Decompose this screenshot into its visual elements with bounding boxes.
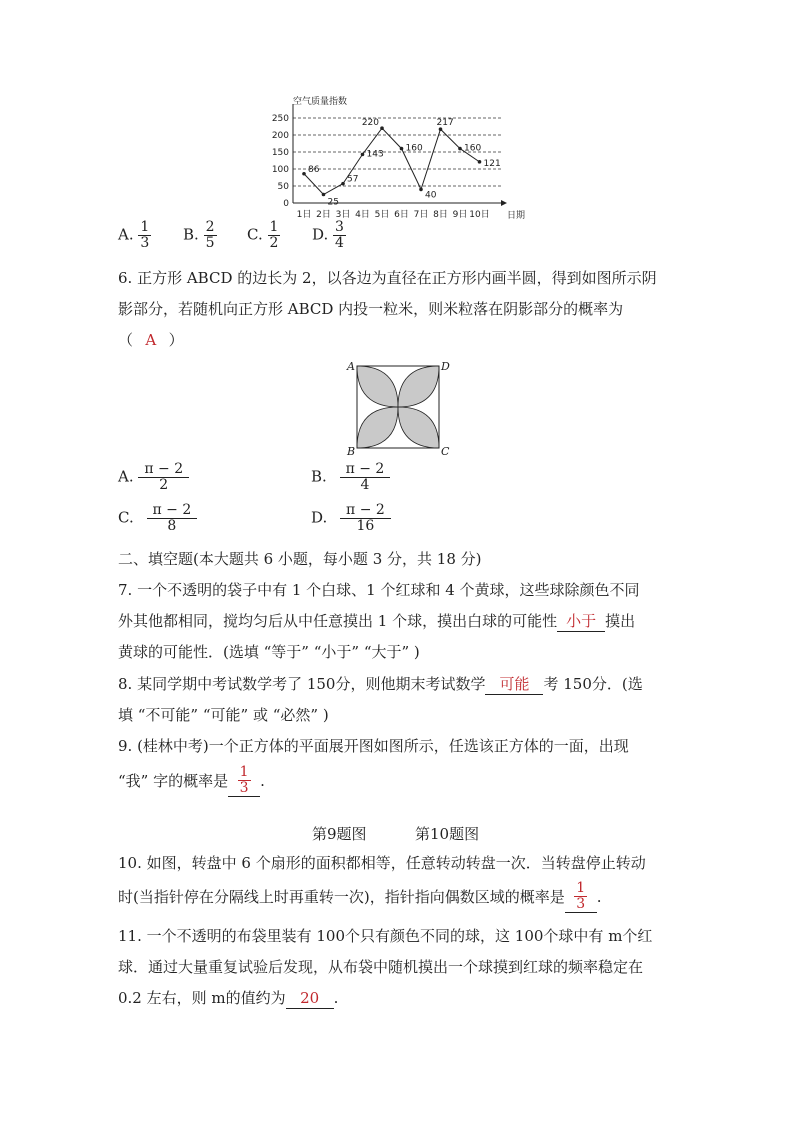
q5-option-b[interactable] xyxy=(183,220,217,251)
denominator: 2 xyxy=(159,477,169,493)
q6-option-fraction xyxy=(147,503,198,534)
q5-option-a[interactable] xyxy=(118,220,151,251)
q11-line3-post: . xyxy=(333,989,339,1007)
q7-line2-pre: 外其他都相同，搅均匀后从中任意摸出 1 个球，摸出白球的可能性 xyxy=(118,612,558,630)
data-label: 220 xyxy=(361,118,379,129)
data-point xyxy=(400,147,404,151)
q11-answer-blank[interactable]: 20 xyxy=(286,988,334,1009)
q11-text-line1: 11. 一个不透明的布袋里装有 100个只有颜色不同的球，这 100个球中有 m个红 xyxy=(118,927,653,945)
data-point xyxy=(458,147,462,151)
data-point xyxy=(361,153,365,157)
data-label: 40 xyxy=(425,190,437,201)
q5-option-fraction xyxy=(268,220,281,251)
x-tick-label: 6日 xyxy=(394,210,409,220)
q10-line2-pre: 时(当指针停在分隔线上时再重转一次)，指针指向偶数区域的概率是 xyxy=(118,888,565,906)
y-tick-label: 0 xyxy=(283,199,289,209)
chart-data-labels xyxy=(308,118,501,207)
series-line xyxy=(304,128,480,194)
vertex-d: D xyxy=(441,360,450,373)
q9-answer-blank[interactable] xyxy=(228,765,260,797)
x-tick-label: 3日 xyxy=(335,210,351,220)
numerator: 1 xyxy=(576,880,586,896)
denominator: 3 xyxy=(576,896,586,912)
petal-bottom-left xyxy=(357,407,398,448)
chart-x-axis-label: 日期 xyxy=(507,211,526,221)
y-tick-label: 50 xyxy=(277,182,289,192)
numerator: π − 2 xyxy=(147,503,198,519)
fig10-caption: 第10题图 xyxy=(415,825,480,843)
q6-option-b[interactable] xyxy=(311,462,390,493)
vertex-c: C xyxy=(441,445,450,458)
numerator: π − 2 xyxy=(340,503,391,519)
q10-answer-blank[interactable] xyxy=(565,881,597,913)
data-label: 160 xyxy=(464,143,482,154)
paren-close: ） xyxy=(168,331,184,349)
x-tick-label: 7日 xyxy=(413,210,429,220)
q7-text-line1: 7. 一个不透明的袋子中有 1 个白球、1 个红球和 4 个黄球，这些球除颜色不同 xyxy=(118,581,640,599)
numerator: 1 xyxy=(239,764,249,780)
q6-option-a[interactable] xyxy=(118,462,189,493)
x-axis-arrow xyxy=(501,200,507,206)
paren-open: （ xyxy=(118,331,134,349)
denominator: 3 xyxy=(239,780,249,796)
data-point xyxy=(478,160,482,164)
denominator: 3 xyxy=(140,235,150,251)
q6-option-letter: B. xyxy=(311,467,327,486)
q6-option-fraction xyxy=(138,462,189,493)
q5-option-letter: C. xyxy=(247,225,263,244)
q6-text-line2: 影部分，若随机向正方形 ABCD 内投一粒米，则米粒落在阴影部分的概率为 xyxy=(118,300,624,318)
q6-option-letter: C. xyxy=(118,508,134,527)
data-label: 160 xyxy=(405,143,423,154)
q5-option-letter: B. xyxy=(183,225,199,244)
x-tick-label: 5日 xyxy=(374,210,390,220)
denominator: 2 xyxy=(269,235,279,251)
data-label: 143 xyxy=(366,149,384,160)
x-tick-label: 1日 xyxy=(296,210,312,220)
denominator: 16 xyxy=(356,518,375,534)
petal-right xyxy=(398,366,439,407)
q8-text-line1 xyxy=(118,674,643,695)
y-tick-label: 100 xyxy=(271,165,289,175)
q5-option-fraction xyxy=(333,220,346,251)
q6-answer: A xyxy=(145,331,157,349)
data-point xyxy=(302,172,306,176)
chart-y-ticks xyxy=(272,114,289,209)
q6-option-letter: A. xyxy=(118,467,134,486)
q10-text-line2 xyxy=(118,881,602,913)
data-point xyxy=(380,126,384,130)
chart-series-line xyxy=(304,128,480,194)
denominator: 4 xyxy=(360,477,370,493)
shaded-petals xyxy=(357,366,439,448)
square-semicircle-figure xyxy=(345,358,451,458)
chart-title: 空气质量指数 xyxy=(293,97,348,107)
data-label: 57 xyxy=(347,174,359,185)
denominator: 5 xyxy=(205,235,215,251)
numerator: 2 xyxy=(205,219,215,235)
y-tick-label: 200 xyxy=(271,131,289,141)
q9-line2-post: . xyxy=(260,772,265,790)
x-tick-label: 2日 xyxy=(316,210,331,220)
q5-option-fraction xyxy=(138,220,151,251)
q11-text-line2: 球．通过大量重复试验后发现，从布袋中随机摸出一个球摸到红球的频率稳定在 xyxy=(118,958,644,976)
q6-option-d[interactable] xyxy=(311,503,391,534)
air-quality-line-chart xyxy=(255,90,545,225)
numerator: 1 xyxy=(269,219,279,235)
q7-text-line3: 黄球的可能性．(选填 “等于” “小于” “大于” ) xyxy=(118,643,420,661)
data-point xyxy=(322,193,326,197)
data-label: 121 xyxy=(483,158,501,169)
q11-line3-pre: 0.2 左右，则 m的值约为 xyxy=(118,989,286,1007)
data-point xyxy=(341,182,345,186)
numerator: 1 xyxy=(140,219,150,235)
y-tick-label: 250 xyxy=(271,114,289,124)
q9-answer-fraction xyxy=(238,765,251,796)
q9-line2-pre: “我” 字的概率是 xyxy=(118,772,229,790)
vertex-b: B xyxy=(347,445,356,458)
y-tick-label: 150 xyxy=(271,148,289,158)
q6-option-fraction xyxy=(340,503,391,534)
q6-answer-bracket xyxy=(118,330,184,350)
q6-option-letter: D. xyxy=(311,508,328,527)
petal-bottom-right xyxy=(398,407,439,448)
data-point xyxy=(419,188,423,192)
q8-line1-pre: 8. 某同学期中考试数学考了 150分，则他期末考试数学 xyxy=(118,675,486,693)
q5-option-letter: D. xyxy=(312,225,329,244)
q5-option-d[interactable] xyxy=(312,220,346,251)
denominator: 4 xyxy=(335,235,344,251)
x-tick-label: 4日 xyxy=(355,210,370,220)
q5-option-c[interactable] xyxy=(247,220,280,251)
q8-line1-post: 考 150分．(选 xyxy=(543,675,643,693)
chart-x-ticks xyxy=(297,209,490,220)
section2-heading: 二、填空题(本大题共 6 小题，每小题 3 分，共 18 分) xyxy=(118,550,482,568)
numerator: 3 xyxy=(335,219,344,235)
data-label: 86 xyxy=(308,164,320,175)
q10-line2-post: . xyxy=(596,888,602,906)
q11-text-line3 xyxy=(118,988,338,1009)
q9-text-line2 xyxy=(118,765,265,797)
petal-left xyxy=(357,366,398,407)
q8-text-line2: 填 “不可能” “可能” 或 “必然” ) xyxy=(118,706,329,724)
q7-text-line2 xyxy=(118,611,635,632)
numerator: π − 2 xyxy=(138,462,189,478)
data-label: 217 xyxy=(436,118,454,129)
q8-answer-blank[interactable]: 可能 xyxy=(485,674,543,695)
x-tick-label: 9日 xyxy=(452,210,468,220)
q10-answer-fraction xyxy=(574,881,587,912)
vertex-a: A xyxy=(347,360,355,373)
q5-option-fraction xyxy=(204,220,217,251)
q5-option-letter: A. xyxy=(118,225,134,244)
q7-answer-blank[interactable]: 小于 xyxy=(557,611,605,632)
q6-text-line1: 6. 正方形 ABCD 的边长为 2，以各边为直径在正方形内画半圆，得到如图所示阴 xyxy=(118,269,657,287)
numerator: π − 2 xyxy=(340,462,391,478)
fig9-caption: 第9题图 xyxy=(312,825,367,843)
x-tick-label: 10日 xyxy=(469,210,490,220)
q6-option-fraction xyxy=(340,462,391,493)
q9-text-line1: 9. (桂林中考)一个正方体的平面展开图如图所示，任选该正方体的一面，出现 xyxy=(118,737,629,755)
q6-option-c[interactable] xyxy=(118,503,197,534)
x-tick-label: 8日 xyxy=(433,210,448,220)
denominator: 8 xyxy=(167,518,177,534)
data-label: 25 xyxy=(327,197,339,208)
q10-text-line1: 10. 如图，转盘中 6 个扇形的面积都相等，任意转动转盘一次．当转盘停止转动 xyxy=(118,854,646,872)
q7-line2-post: 摸出 xyxy=(605,612,636,630)
